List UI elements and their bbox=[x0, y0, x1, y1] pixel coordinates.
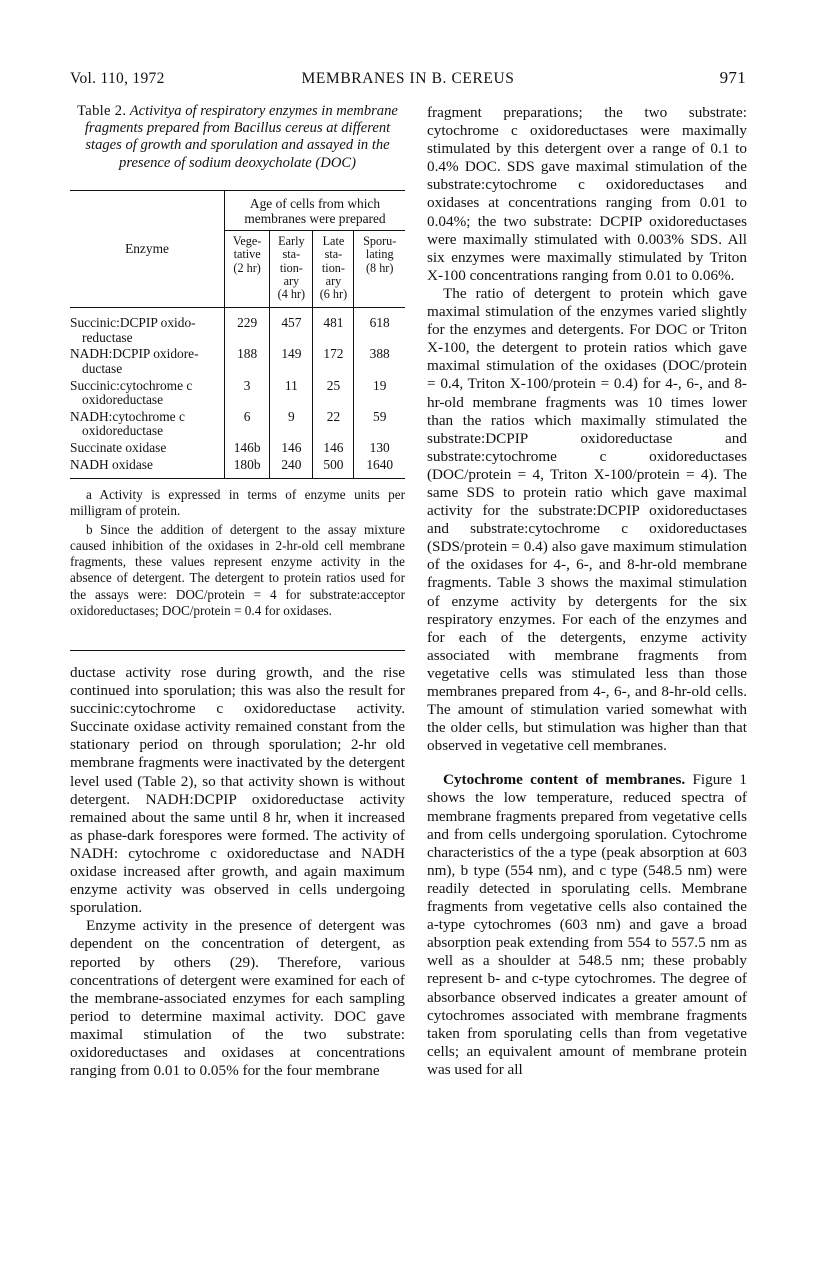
paragraph: The ratio of detergent to protein which gave maximal stimulation of the enzymes varied slightly for the enzymes and detergents. For DOC or Triton X-100, the detergent to protein ratios which gave maximal stimulation of the oxidases (DOC/protein = 0.4, Triton X-100/protein = 0.4) for 4-, 6-, and 8-hr-old membrane fragments was 10 times lower than the ratios which maximally stimulated the substrate:DCPIP oxidoreductase and substrate:cytochrome c oxidoreductases (DOC/protein = 4, Triton X-100/protein = 4). The same SDS to protein ratio which gave maximal activity for the substrate:DCPIP oxidoreductases and substrate:cytochrome c oxidoreductases (SDS/protein = 0.4) also gave maximum stimulation of the oxidases for 4-, 6-, and 8-hr-old membrane fragments. Table 3 shows the maximal stimulation of enzyme activity by detergents for the six respiratory enzymes. For each of the enzymes and for each of the detergents, enzyme activity associated with membrane fragments from vegetative cells was stimulated less than those membranes prepared from 4-, 6-, and 8-hr-old cells. The amount of stimulation varied somewhat with the older cells, but stimulation was higher than that observed in vegetative cell membranes. bbox=[427, 284, 747, 755]
row-enzyme-name: Succinic:DCPIP oxido- reductase bbox=[70, 315, 196, 345]
enzyme-activity-table bbox=[70, 190, 405, 479]
table-row bbox=[70, 439, 405, 456]
column-group-header: Age of cells from which membranes were prepared bbox=[225, 191, 406, 231]
column-header-early-stationary: Early sta- tion- ary (4 hr) bbox=[270, 231, 313, 308]
section-heading: Cytochrome content of membranes. bbox=[443, 771, 686, 789]
paragraph: Enzyme activity in the presence of detergent was dependent on the concentration of detergent, as reported by others (29). Therefore, various concentrations of detergent were examined for each of the membrane-associated enzymes for each sampling period to determine maximal activity. DOC gave maximal stimulation of the two substrate: oxidoreductases and oxidases at concentrations ranging from 0.01 to 0.05% for the four membrane bbox=[70, 917, 405, 1080]
column-header-sporulating: Sporu- lating (8 hr) bbox=[354, 231, 405, 308]
table-cell: 146 bbox=[313, 439, 354, 456]
table-cell: 457 bbox=[270, 308, 313, 346]
table-cell: 188 bbox=[225, 345, 270, 376]
row-enzyme-name: NADH:cytochrome c oxidoreductase bbox=[70, 408, 185, 439]
table-cell: 500 bbox=[313, 456, 354, 479]
table-cell: 149 bbox=[270, 345, 313, 376]
table-cell: 6 bbox=[225, 408, 270, 439]
row-enzyme-name: NADH oxidase bbox=[70, 456, 153, 472]
table-cell: 9 bbox=[270, 408, 313, 439]
table-row bbox=[70, 456, 405, 479]
table-cell: 25 bbox=[313, 377, 354, 408]
table-row bbox=[70, 377, 405, 408]
table-cell: 146 bbox=[270, 439, 313, 456]
paragraph bbox=[427, 771, 747, 1079]
column-header-enzyme: Enzyme bbox=[70, 191, 225, 308]
table-cell: 229 bbox=[225, 308, 270, 346]
paragraph: ductase activity rose during growth, and the rise continued into sporulation; this was also the result for succinic:cytochrome c oxidoreductase activity. Succinate oxidase activity remained constant from the stationary period on through sporulation; 2-hr old membrane fragments were inactivated by the detergent level used (Table 2), so that activity shown is without detergent. NADH:DCPIP oxidoreductase activity remained about the same until 8 hr, when it increased as phase-dark forespores were formed. The activity of NADH: cytochrome c oxidoreductase and NADH oxidase increased after growth, and again maximum enzyme activity was observed in cells undergoing sporulation. bbox=[70, 664, 405, 917]
row-enzyme-name: NADH:DCPIP oxidore- ductase bbox=[70, 346, 199, 376]
table-cell: 240 bbox=[270, 456, 313, 479]
table-caption bbox=[70, 103, 405, 172]
table-row bbox=[70, 345, 405, 376]
section-text: Figure 1 shows the low temperature, reduced spectra of membrane fragments prepared from vegetative cells and from cells undergoing sporulation. Cytochrome characteristics of the a type (peak absorption at 603 nm), b type (554 nm), and c type (548.5 nm) were readily detected in sporulating cells. Membrane fragments from vegetative cells also contained the a-type cytochromes (603 nm) and gave a broad absorption peak extending from 554 to 557.5 nm as well as a shoulder at 548.5 nm; these probably represent b- and c-type cytochromes. The degree of absorbance observed indicates a greater amount of cytochromes associated with membrane fragments taken from sporulating cells than from vegetative cells; an equivalent amount of membrane protein was used for all bbox=[427, 771, 748, 1078]
table-cell: 11 bbox=[270, 377, 313, 408]
left-column-text bbox=[70, 664, 405, 1080]
table-caption-text: Activitya of respiratory enzymes in membrane fragments prepared from Bacillus cereus at different stages of growth and sporulation and assayed in the presence of sodium deoxycholate (DOC) bbox=[84, 103, 398, 171]
table-cell: 618 bbox=[354, 308, 405, 346]
table-cell: 1640 bbox=[354, 456, 405, 479]
table-cell: 180b bbox=[225, 456, 270, 479]
paragraph: fragment preparations; the two substrate: cytochrome c oxidoreductases were maximally stimulated by this detergent over a range of 0.1 to 0.4% DOC. SDS gave maximal stimulation of the substrate:cytochrome c oxidoreductases and oxidases at concentrations ranging from 0.01 to 0.04%; the two substrate: DCPIP oxidoreductases were maximally stimulated with 0.003% SDS. All six enzymes were maximally stimulated by Triton X-100 concentrations ranging from 0.01 to 0.06%. bbox=[427, 104, 747, 284]
table-row bbox=[70, 308, 405, 346]
table-cell: 146b bbox=[225, 439, 270, 456]
page-number: 971 bbox=[719, 68, 746, 87]
table-row bbox=[70, 408, 405, 439]
table-cell: 3 bbox=[225, 377, 270, 408]
table-cell: 388 bbox=[354, 345, 405, 376]
table-cell: 19 bbox=[354, 377, 405, 408]
footnote-b: b Since the addition of detergent to the assay mixture caused inhibition of the oxidases in 2-hr-old cell membrane fragments, these values represent enzyme activity in the absence of detergent. The detergent to protein ratios used for the assays were: DOC/protein = 4 for substrate:acceptor oxidoreductases; DOC/protein = 0.4 for oxidases. bbox=[70, 521, 405, 619]
column-header-late-stationary: Late sta- tion- ary (6 hr) bbox=[313, 231, 354, 308]
table-footnotes bbox=[70, 487, 405, 619]
table-cell: 172 bbox=[313, 345, 354, 376]
table-cell: 130 bbox=[354, 439, 405, 456]
journal-volume: Vol. 110, 1972 bbox=[70, 70, 165, 87]
table-cell: 481 bbox=[313, 308, 354, 346]
running-title: MEMBRANES IN B. CEREUS bbox=[301, 70, 515, 87]
footnote-a: a Activity is expressed in terms of enzyme units per milligram of protein. bbox=[70, 487, 405, 519]
right-column-text bbox=[427, 104, 747, 1079]
column-header-vegetative: Vege- tative (2 hr) bbox=[225, 231, 270, 308]
row-enzyme-name: Succinic:cytochrome c oxidoreductase bbox=[70, 377, 193, 408]
row-enzyme-name: Succinate oxidase bbox=[70, 439, 167, 455]
table-cell: 59 bbox=[354, 408, 405, 439]
table-cell: 22 bbox=[313, 408, 354, 439]
divider bbox=[70, 650, 405, 651]
table-label: Table 2. bbox=[77, 103, 127, 119]
